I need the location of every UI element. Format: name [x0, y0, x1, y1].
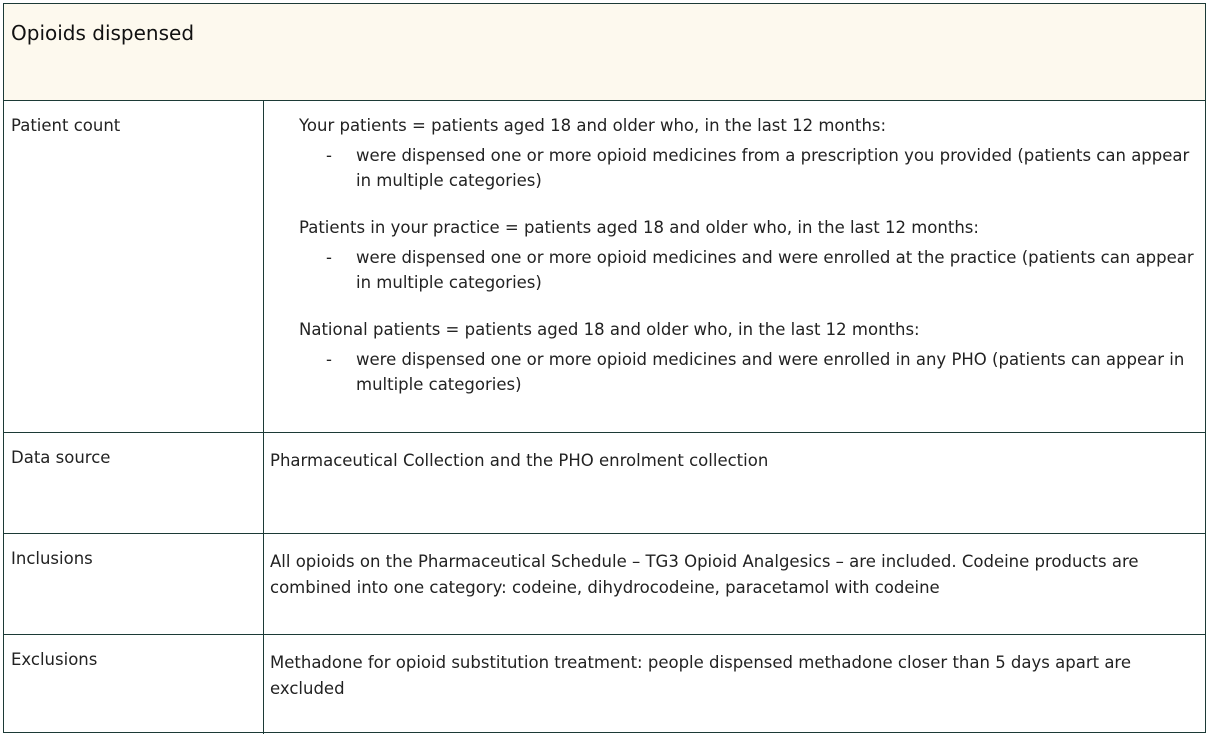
list-item	[299, 347, 1197, 397]
row-label: Inclusions	[4, 534, 264, 634]
definition-group-your-patients	[299, 113, 1197, 193]
definition-text: Patients in your practice = patients aged 18 and older who, in the last 12 months:	[299, 218, 979, 237]
bullet-dash: -	[326, 146, 332, 165]
row-value: All opioids on the Pharmaceutical Schedule – TG3 Opioid Analgesics – are included. Codeine products are combined into one category: codeine, dihydrocodeine, paracetamol with codeine	[270, 552, 1139, 597]
definition-table	[3, 3, 1206, 733]
table-row-inclusions	[4, 534, 1205, 635]
table-title: Opioids dispensed	[11, 21, 195, 45]
table-header	[4, 4, 1205, 101]
table-row-patient-count	[4, 101, 1205, 433]
row-value: Methadone for opioid substitution treatment: people dispensed methadone closer than 5 days apart are excluded	[270, 653, 1132, 698]
list-item	[299, 143, 1197, 193]
definition-group-national-patients	[299, 317, 1197, 397]
table-row-data-source	[4, 433, 1205, 534]
bullet-text: were dispensed one or more opioid medicines from a prescription you provided (patients can appear in multiple categories)	[356, 146, 1190, 190]
bullet-dash: -	[326, 248, 332, 267]
row-label: Exclusions	[4, 635, 264, 734]
bullet-dash: -	[326, 350, 332, 369]
definition-text: Your patients = patients aged 18 and older who, in the last 12 months:	[299, 116, 887, 135]
row-label: Patient count	[4, 101, 264, 432]
table-row-exclusions	[4, 635, 1205, 734]
definition-group-practice-patients	[299, 215, 1197, 295]
row-value	[264, 101, 1205, 432]
bullet-text: were dispensed one or more opioid medicines and were enrolled in any PHO (patients can appear in multiple categories)	[356, 350, 1185, 394]
row-label: Data source	[4, 433, 264, 533]
bullet-text: were dispensed one or more opioid medicines and were enrolled at the practice (patients can appear in multiple categories)	[356, 248, 1194, 292]
definition-text: National patients = patients aged 18 and older who, in the last 12 months:	[299, 320, 920, 339]
row-value: Pharmaceutical Collection and the PHO enrolment collection	[270, 451, 769, 470]
list-item	[299, 245, 1197, 295]
